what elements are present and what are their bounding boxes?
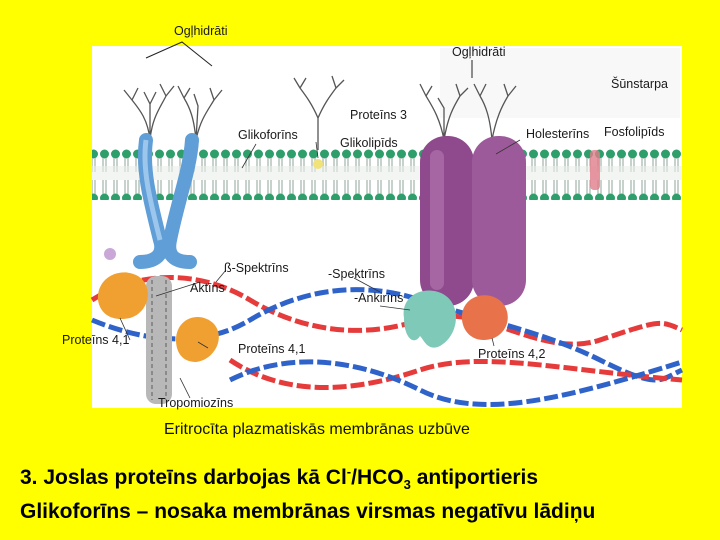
label-holesterins: Holesterīns	[526, 127, 590, 141]
label-fosfolipids: Fosfolipīds	[604, 125, 665, 139]
label-proteins42: Proteīns 4,2	[478, 347, 546, 361]
label-glikolipids: Glikolipīds	[340, 136, 398, 150]
label-oglhidrati-right: Ogļhidrāti	[452, 45, 506, 59]
body-text	[20, 458, 710, 525]
label-oglhidrati-left: Ogļhidrāti	[174, 24, 228, 38]
label-spektrins: -Spektrīns	[328, 267, 385, 281]
label-aktins: Aktīns	[190, 281, 225, 295]
line1-part-a: 3. Joslas proteīns darbojas kā Cl	[20, 466, 347, 489]
label-proteins41-mid: Proteīns 4,1	[238, 342, 306, 356]
line1-superscript: -	[346, 464, 352, 479]
line1-part-b: /HCO	[351, 466, 404, 489]
label-ankirins: -Ankirīns	[354, 291, 404, 305]
ankyrin	[404, 291, 456, 348]
glycolipid-head	[313, 159, 323, 169]
label-sunstarpa: Šūnstarpa	[611, 77, 668, 91]
figure-caption: Eritrocīta plazmatiskās membrānas uzbūve	[164, 421, 470, 438]
label-glikoforins: Glikoforīns	[238, 128, 298, 142]
label-tropomiozins: Tropomiozīns	[158, 396, 234, 410]
label-proteins3: Proteīns 3	[350, 108, 407, 122]
small-protein	[104, 248, 116, 260]
label-proteins41-left: Proteīns 4,1	[62, 333, 130, 347]
cholesterol	[590, 150, 600, 190]
label-beta-spektrins: ß-Spektrīns	[224, 261, 289, 275]
body-line-2: Glikoforīns – nosaka membrānas virsmas negatīvu lādiņu	[20, 500, 596, 524]
line1-subscript: 3	[403, 477, 411, 493]
line1-part-c: antiportieris	[410, 466, 539, 489]
band3-protein	[420, 136, 526, 306]
protein42	[462, 295, 508, 340]
body-line-1	[20, 458, 710, 498]
